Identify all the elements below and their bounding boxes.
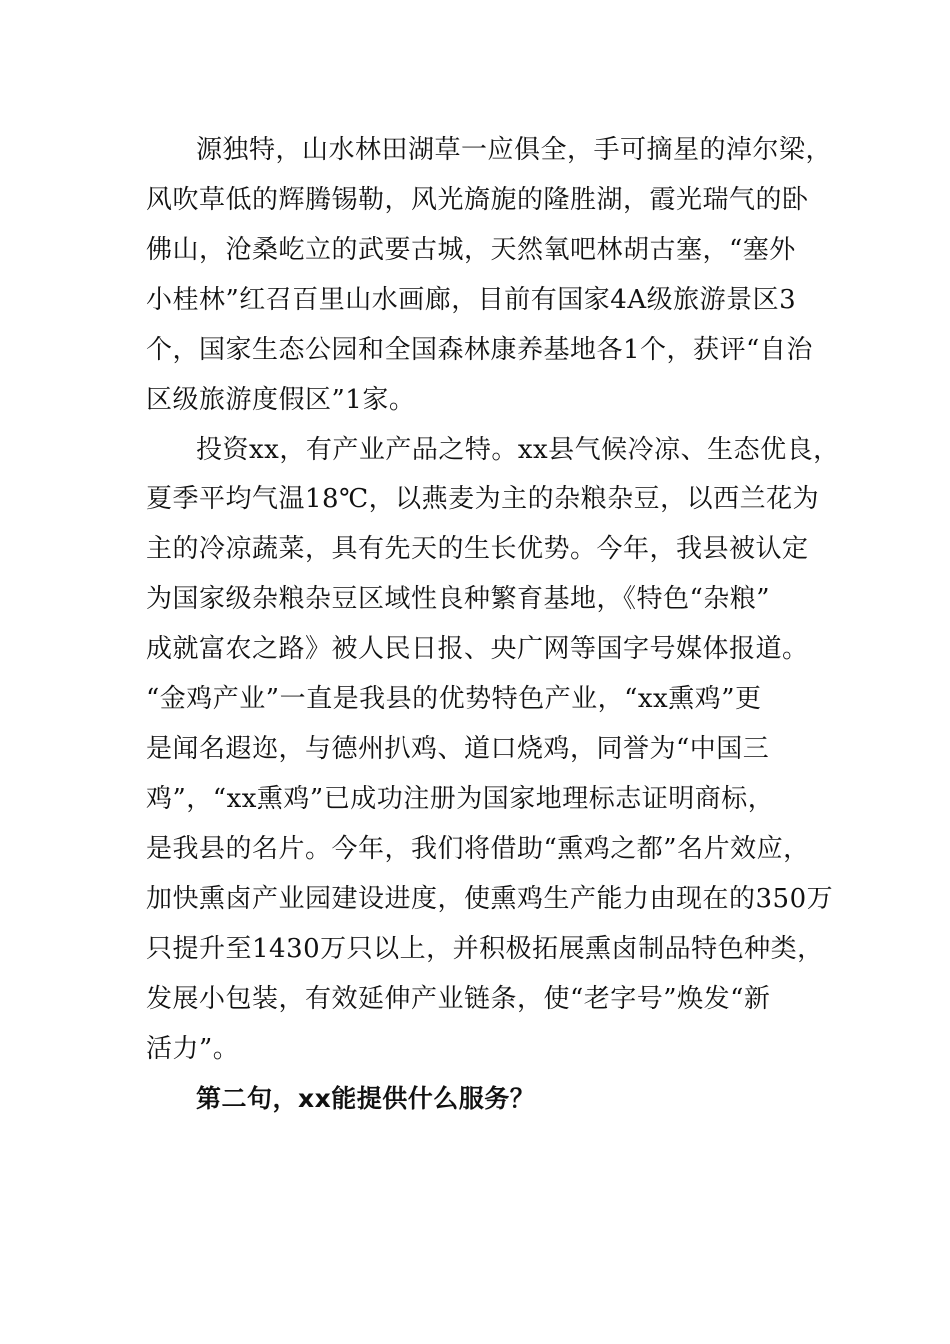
text-line: 为国家级杂粮杂豆区域性良种繁育基地，《特色“杂粮”	[146, 584, 771, 614]
text-line: 鸡”，“xx熏鸡”已成功注册为国家地理标志证明商标，	[146, 784, 775, 814]
text-line: 投资xx，有产业产品之特。xx县气候冷凉、生态优良，	[196, 435, 840, 465]
text-line: 个，国家生态公园和全国森林康养基地各1个，获评“自治	[146, 335, 813, 365]
text-line: 夏季平均气温18℃，以燕麦为主的杂粮杂豆，以西兰花为	[146, 484, 820, 514]
text-line: “金鸡产业”一直是我县的优势特色产业，“xx熏鸡”更	[146, 684, 762, 714]
text-line: 加快熏卤产业园建设进度，使熏鸡生产能力由现在的350万	[146, 884, 834, 914]
text-line: 源独特，山水林田湖草一应俱全，手可摘星的淖尔梁，	[196, 135, 833, 165]
text-line: 小桂林”红召百里山水画廊，目前有国家4A级旅游景区3	[146, 285, 797, 315]
text-line: 活力”。	[146, 1034, 240, 1064]
text-line: 区级旅游度假区”1家。	[146, 385, 416, 415]
text-line: 佛山，沧桑屹立的武要古城，天然氧吧林胡古塞，“塞外	[146, 235, 796, 265]
text-line: 成就富农之路》被人民日报、央广网等国字号媒体报道。	[146, 634, 809, 664]
text-line: 风吹草低的辉腾锡勒，风光旖旎的隆胜湖，霞光瑞气的卧	[146, 185, 809, 215]
section-heading: 第二句，xx能提供什么服务？	[196, 1084, 536, 1113]
text-line: 主的冷凉蔬菜，具有先天的生长优势。今年，我县被认定	[146, 534, 809, 564]
text-line: 发展小包装，有效延伸产业链条，使“老字号”焕发“新	[146, 984, 771, 1014]
text-line: 是我县的名片。今年，我们将借助“熏鸡之都”名片效应，	[146, 834, 810, 864]
text-line: 只提升至1430万只以上，并积极拓展熏卤制品特色种类，	[146, 934, 824, 964]
text-line: 是闻名遐迩，与德州扒鸡、道口烧鸡，同誉为“中国三	[146, 734, 770, 764]
